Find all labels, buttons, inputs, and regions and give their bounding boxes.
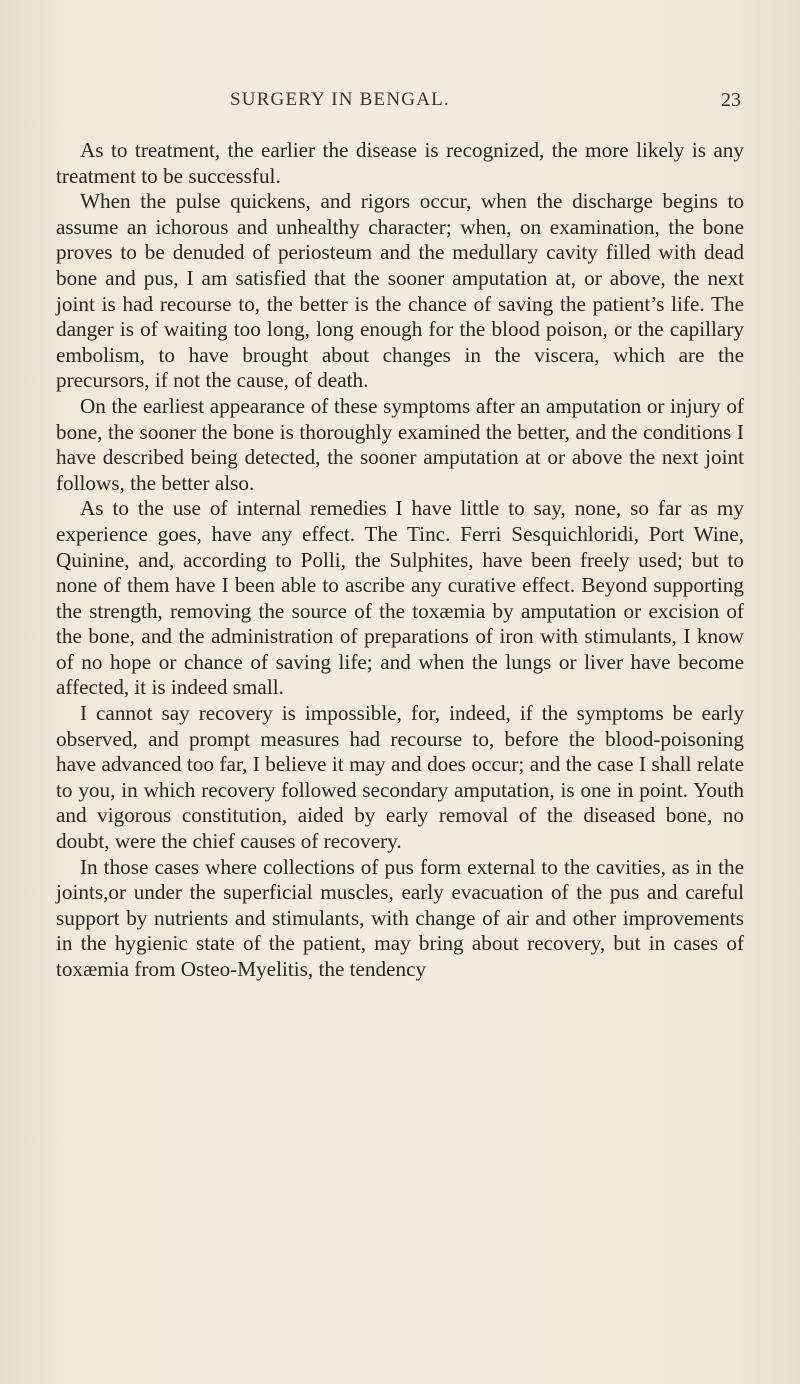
paragraph: When the pulse quickens, and rigors occur, when the discharge begins to assume an ichorous and unhealthy character; when, on examination, the bone proves to be denuded of periosteum and the medullary cavity filled with dead bone and pus, I am satisfied that the sooner amputation at, or above, the next joint is had recourse to, the better is the chance of saving the patient’s life. The danger is of waiting too long, long enough for the blood poison, or the capillary embolism, to have brought about changes in the viscera, which are the precursors, if not the cause, of death. (56, 189, 744, 393)
page-number: 23 (721, 89, 741, 111)
paragraph: As to the use of internal remedies I have little to say, none, so far as my experience goes, have any effect. The Tinc. Ferri Sesquichloridi, Port Wine, Quinine, and, according to Polli, the Sulphites, have been freely used; but to none of them have I been able to ascribe any curative effect. Beyond supporting the strength, removing the source of the toxæmia by amputation or excision of the bone, and the administration of preparations of iron with stimulants, I know of no hope or chance of saving life; and when the lungs or liver have become affected, it is indeed small. (56, 496, 744, 700)
body-text (56, 138, 744, 983)
running-head: SURGERY IN BENGAL. (230, 89, 450, 110)
paragraph: On the earliest appearance of these symptoms after an amputation or injury of bone, the sooner the bone is thoroughly examined the better, and the conditions I have described being detected, the sooner amputation at or above the next joint follows, the better also. (56, 393, 744, 495)
page-header (0, 87, 800, 117)
paragraph: In those cases where collections of pus form external to the cavities, as in the joints,or under the superficial muscles, early evacuation of the pus and careful support by nutrients and stimulants, with change of air and other improvements in the hygienic state of the patient, may bring about recovery, but in cases of toxæmia from Osteo-Myelitis, the tendency (56, 854, 744, 981)
paragraph: As to treatment, the earlier the disease is recognized, the more likely is any treatment to be successful. (56, 138, 744, 188)
paragraph: I cannot say recovery is impossible, for, indeed, if the symptoms be early observed, and prompt measures had recourse to, before the blood-poisoning have advanced too far, I believe it may and does occur; and the case I shall relate to you, in which recovery followed secondary amputation, is one in point. Youth and vigorous constitution, aided by early removal of the diseased bone, no doubt, were the chief causes of recovery. (56, 701, 744, 854)
